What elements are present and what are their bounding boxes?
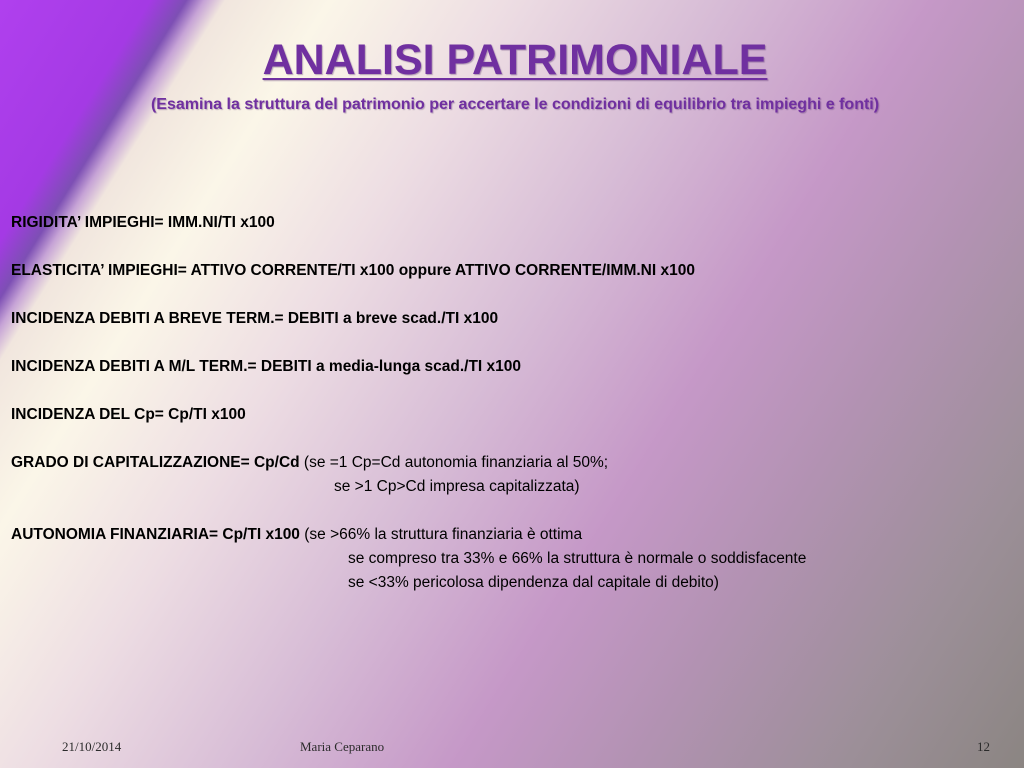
footer-author: Maria Ceparano xyxy=(300,739,385,754)
formula-label: INCIDENZA DEBITI A M/L TERM.= DEBITI a media-lunga scad./TI x100 xyxy=(11,358,522,375)
formula-incidenza-cp xyxy=(11,403,1011,427)
formula-label: ELASTICITA’ IMPIEGHI= ATTIVO CORRENTE/TI x100 oppure ATTIVO CORRENTE/IMM.NI x100 xyxy=(11,262,695,279)
slide-number: 12 xyxy=(977,739,990,754)
slide-title: ANALISI PATRIMONIALE xyxy=(262,36,768,84)
footer-date: 21/10/2014 xyxy=(62,739,122,754)
formula-debiti-medio-lungo xyxy=(11,355,1011,379)
formula-autonomia-finanziaria xyxy=(11,523,1011,595)
formula-note: se compreso tra 33% e 66% la struttura è normale o soddisfacente xyxy=(348,550,807,567)
formula-note: (se =1 Cp=Cd autonomia finanziaria al 50%; xyxy=(303,454,609,471)
slide-subtitle: (Esamina la struttura del patrimonio per accertare le condizioni di equilibrio tra impieghi e fonti) xyxy=(150,96,880,113)
formula-list xyxy=(11,211,1011,619)
formula-label: INCIDENZA DEL Cp= Cp/TI x100 xyxy=(11,406,246,423)
formula-label: AUTONOMIA FINANZIARIA= Cp/TI x100 xyxy=(11,526,300,543)
formula-label: RIGIDITA’ IMPIEGHI= IMM.NI/TI x100 xyxy=(11,214,275,231)
formula-grado-capitalizzazione xyxy=(11,451,1011,499)
formula-note: se <33% pericolosa dipendenza dal capitale di debito) xyxy=(348,574,719,591)
formula-elasticita-impieghi xyxy=(11,259,1011,283)
formula-label: GRADO DI CAPITALIZZAZIONE= Cp/Cd xyxy=(11,454,300,471)
formula-note: (se >66% la struttura finanziaria è ottima xyxy=(304,526,583,543)
formula-label: INCIDENZA DEBITI A BREVE TERM.= DEBITI a breve scad./TI x100 xyxy=(11,310,499,327)
formula-debiti-breve xyxy=(11,307,1011,331)
formula-note: se >1 Cp>Cd impresa capitalizzata) xyxy=(334,478,580,495)
formula-rigidita-impieghi xyxy=(11,211,1011,235)
